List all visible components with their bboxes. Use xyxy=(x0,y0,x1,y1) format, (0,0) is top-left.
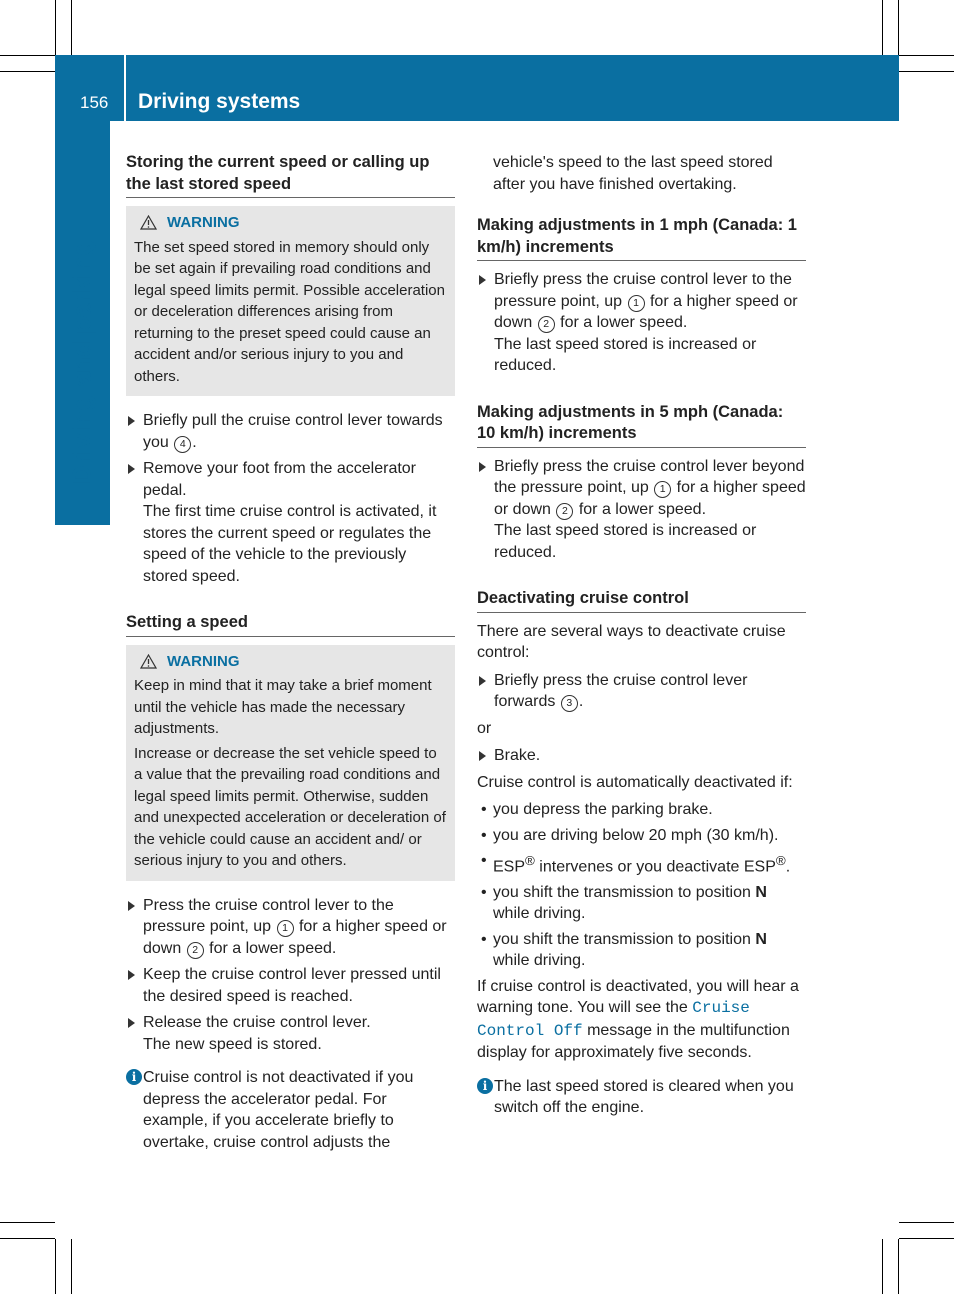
step-text: Press the cruise control lever to the pressure point, up xyxy=(143,896,394,935)
step-result: The first time cruise control is activated, it stores the current speed or regulates the speed of the vehicle to the previously stored speed. xyxy=(143,503,437,585)
header-divider xyxy=(124,55,126,121)
info-text-continued: vehicle's speed to the last speed stored after you have finished overtaking. xyxy=(493,154,773,193)
step xyxy=(477,269,806,377)
step-result: The new speed is stored. xyxy=(143,1035,322,1053)
step xyxy=(126,895,455,960)
step: Briefly press the cruise control lever forwards 3 . xyxy=(477,670,806,713)
step-text: for a higher speed or down xyxy=(143,918,447,957)
callout-1: 1 xyxy=(277,920,294,937)
list-item-text: you depress the parking brake. xyxy=(493,801,713,818)
crop-mark xyxy=(55,1239,56,1294)
warning-box xyxy=(126,645,455,881)
info-note xyxy=(126,1067,455,1153)
step-text: Remove your foot from the accelerator pedal. xyxy=(143,460,417,499)
crop-mark xyxy=(0,1238,55,1239)
info-text: Cruise control is not deactivated if you depress the accelerator pedal. For example, if you accelerate briefly to overtake, cruise control adjusts the xyxy=(143,1069,414,1151)
crop-mark xyxy=(882,0,883,55)
info-icon: i xyxy=(477,1078,493,1094)
step xyxy=(477,456,806,564)
list-item-text: you shift the transmission to position xyxy=(493,883,756,901)
left-column xyxy=(126,152,455,1153)
registered-mark: ® xyxy=(775,853,786,868)
paragraph: There are several ways to deactivate cruise control: xyxy=(477,622,786,661)
crop-mark xyxy=(899,71,954,72)
page-number: 156 xyxy=(80,93,109,112)
heading-1mph: Making adjustments in 1 mph (Canada: 1 km/h) increments xyxy=(477,215,806,261)
list-item-text: intervenes or you deactivate ESP xyxy=(534,858,776,876)
side-tab-label: Driving and parking xyxy=(66,239,97,485)
crop-mark xyxy=(0,71,55,72)
right-column xyxy=(477,152,806,1119)
gear-position: N xyxy=(755,883,767,901)
warning-label: WARNING xyxy=(167,214,240,231)
heading-deactivating: Deactivating cruise control xyxy=(477,588,806,613)
list-item-text: you are driving below 20 mph (30 km/h). xyxy=(493,826,779,844)
list-item xyxy=(477,882,806,925)
gear-position: N xyxy=(755,930,767,948)
list-item-text: while driving. xyxy=(493,952,586,970)
crop-mark xyxy=(71,1239,72,1294)
callout-2: 2 xyxy=(556,503,573,520)
step xyxy=(126,458,455,587)
crop-mark xyxy=(0,1222,55,1223)
crop-mark xyxy=(899,55,954,56)
crop-mark xyxy=(55,0,56,55)
list-item xyxy=(477,929,806,972)
list-item-text: you shift the transmission to position xyxy=(493,930,756,948)
warning-header xyxy=(140,212,447,234)
list-item xyxy=(477,825,806,847)
or-text: or xyxy=(477,719,492,737)
list-item xyxy=(477,850,806,878)
callout-2: 2 xyxy=(187,942,204,959)
crop-mark xyxy=(0,55,55,56)
step-text: for a lower speed. xyxy=(560,314,688,331)
step-text: Briefly press the cruise control lever forwards xyxy=(494,671,748,710)
list-item-text: . xyxy=(785,858,791,876)
paragraph: Cruise control is automatically deactivated if: xyxy=(477,773,793,791)
step-result: The last speed stored is increased or reduced. xyxy=(494,522,757,561)
step-text: for a higher speed or down xyxy=(494,292,798,331)
info-icon: i xyxy=(126,1069,142,1085)
section-title: Driving systems xyxy=(138,90,301,113)
paragraph-text: message in the multifunction display for approximately five seconds. xyxy=(477,1021,790,1062)
warning-label: WARNING xyxy=(167,652,240,670)
warning-header xyxy=(140,651,447,673)
callout-1: 1 xyxy=(628,295,645,312)
info-text: The last speed stored is cleared when you switch off the engine. xyxy=(494,1077,794,1117)
paragraph-text: If cruise control is deactivated, you will hear a warning tone. You will see the xyxy=(477,977,799,1017)
step-text: Release the cruise control lever. xyxy=(143,1014,371,1031)
warning-text: Increase or decrease the set vehicle speed to a value that the prevailing road conditions and legal speed limits permit. Otherwise, sudden and unexpected acceleration or deceleration of the vehicle could cause an accident and/ or serious injury to you and others. xyxy=(134,744,446,869)
heading-setting-speed: Setting a speed xyxy=(126,612,455,637)
warning-triangle-icon xyxy=(140,215,157,230)
step: Briefly pull the cruise control lever towards you 4 . xyxy=(126,410,455,453)
step-text: for a lower speed. xyxy=(209,939,337,957)
display-message: Cruise Control Off xyxy=(477,999,750,1040)
crop-mark xyxy=(882,1239,883,1294)
warning-triangle-icon xyxy=(140,654,157,669)
registered-mark: ® xyxy=(525,853,535,868)
warning-box xyxy=(126,206,455,396)
step xyxy=(477,745,806,767)
callout-1: 1 xyxy=(654,481,671,498)
step xyxy=(126,964,455,1007)
step-text: Keep the cruise control lever pressed until the desired speed is reached. xyxy=(143,966,441,1005)
warning-text: Keep in mind that it may take a brief moment until the vehicle has made the necessary adjustments. xyxy=(134,677,432,737)
step xyxy=(126,1012,455,1055)
callout-3: 3 xyxy=(561,695,578,712)
crop-mark xyxy=(898,0,899,55)
list-item xyxy=(477,799,806,821)
paragraph xyxy=(477,976,806,1064)
info-note xyxy=(477,1076,806,1119)
callout-4: 4 xyxy=(174,436,191,453)
step-text: for a lower speed. xyxy=(578,500,707,518)
warning-text: The set speed stored in memory should only be set again if prevailing road conditions and legal speed limits permit. Possible acceleration or deceleration differences arising from returning to the preset speed could cause an accident and/or serious injury to you and others. xyxy=(134,238,445,385)
step-result: The last speed stored is increased or reduced. xyxy=(494,335,757,374)
step-text: Brake. xyxy=(494,747,541,764)
list-item-text: while driving. xyxy=(493,905,586,923)
step-text: for a higher speed or down xyxy=(494,479,806,518)
step-text: Briefly press the cruise control lever to the pressure point, up xyxy=(494,271,792,310)
crop-mark xyxy=(898,1239,899,1294)
list-item-text: ESP xyxy=(493,858,526,876)
crop-mark xyxy=(71,0,72,55)
step-text: Briefly pull the cruise control lever towards you xyxy=(143,412,443,451)
crop-mark xyxy=(899,1238,954,1239)
step-text: Briefly press the cruise control lever beyond the pressure point, up xyxy=(494,457,805,496)
callout-2: 2 xyxy=(538,316,555,333)
crop-mark xyxy=(899,1222,954,1223)
heading-storing-speed: Storing the current speed or calling up the last stored speed xyxy=(126,152,455,198)
heading-5mph: Making adjustments in 5 mph (Canada: 10 km/h) increments xyxy=(477,402,806,448)
